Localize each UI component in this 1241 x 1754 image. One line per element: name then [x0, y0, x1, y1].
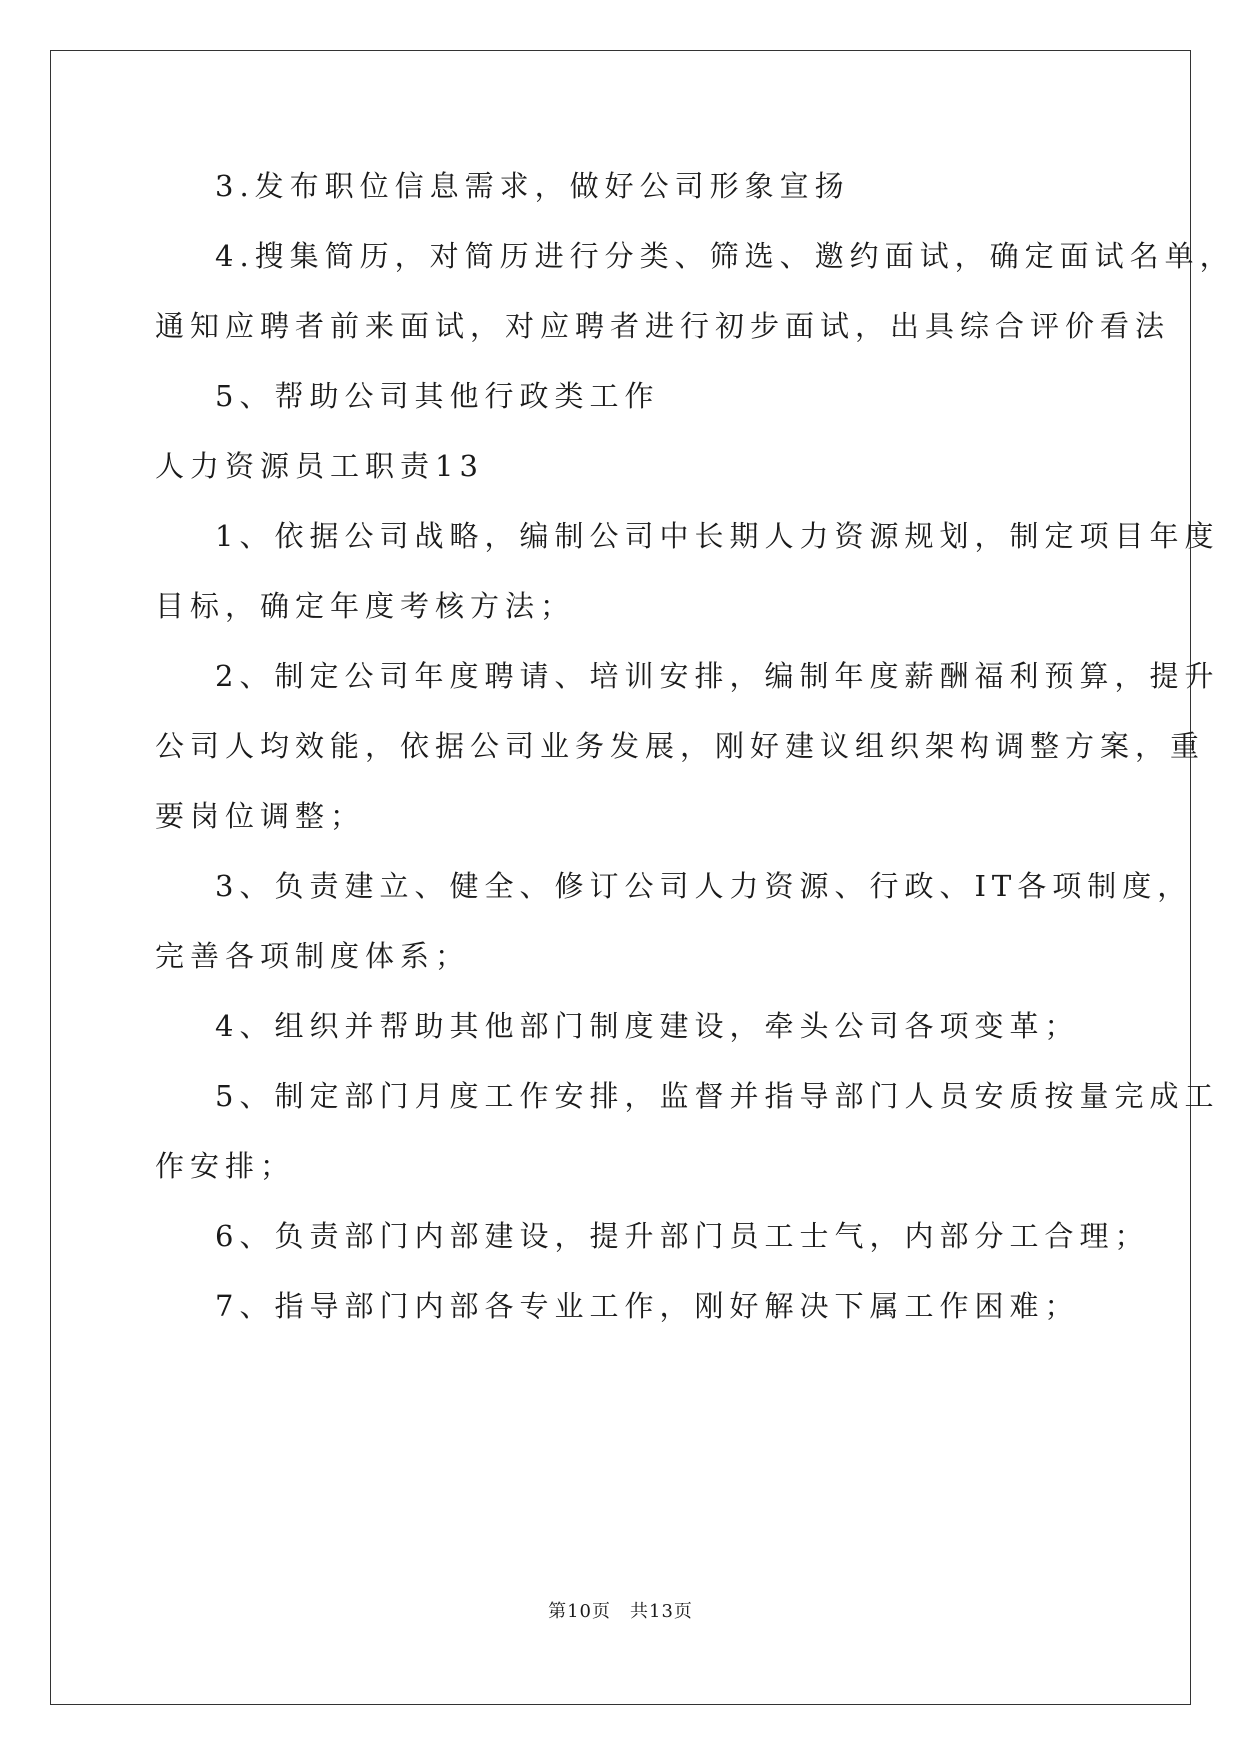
paragraph-line: 4、组织并帮助其他部门制度建设，牵头公司各项变革； — [215, 1009, 1080, 1043]
paragraph-line: 目标，确定年度考核方法； — [155, 589, 576, 623]
paragraph-line: 作安排； — [155, 1149, 296, 1183]
section-heading: 人力资源员工职责13 — [155, 449, 484, 483]
paragraph-line: 3.发布职位信息需求，做好公司形象宣扬 — [215, 169, 850, 203]
paragraph-line: 要岗位调整； — [155, 799, 366, 833]
paragraph-line: 4.搜集简历，对简历进行分类、筛选、邀约面试，确定面试名单， — [215, 239, 1235, 273]
paragraph-line: 3、负责建立、健全、修订公司人力资源、行政、IT各项制度， — [215, 869, 1193, 903]
paragraph-line: 公司人均效能，依据公司业务发展，刚好建议组织架构调整方案，重 — [155, 729, 1206, 763]
paragraph-line: 2、制定公司年度聘请、培训安排，编制年度薪酬福利预算，提升 — [215, 659, 1220, 693]
paragraph-line: 完善各项制度体系； — [155, 939, 471, 973]
paragraph-line: 5、帮助公司其他行政类工作 — [215, 379, 660, 413]
page-number-footer: 第10页 共13页 — [548, 1601, 693, 1622]
paragraph-line: 6、负责部门内部建设，提升部门员工士气，内部分工合理； — [215, 1219, 1150, 1253]
paragraph-line: 通知应聘者前来面试，对应聘者进行初步面试，出具综合评价看法 — [155, 309, 1171, 343]
paragraph-line: 7、指导部门内部各专业工作，刚好解决下属工作困难； — [215, 1289, 1080, 1323]
paragraph-line: 5、制定部门月度工作安排，监督并指导部门人员安质按量完成工 — [215, 1079, 1220, 1113]
paragraph-line: 1、依据公司战略，编制公司中长期人力资源规划，制定项目年度 — [215, 519, 1220, 553]
